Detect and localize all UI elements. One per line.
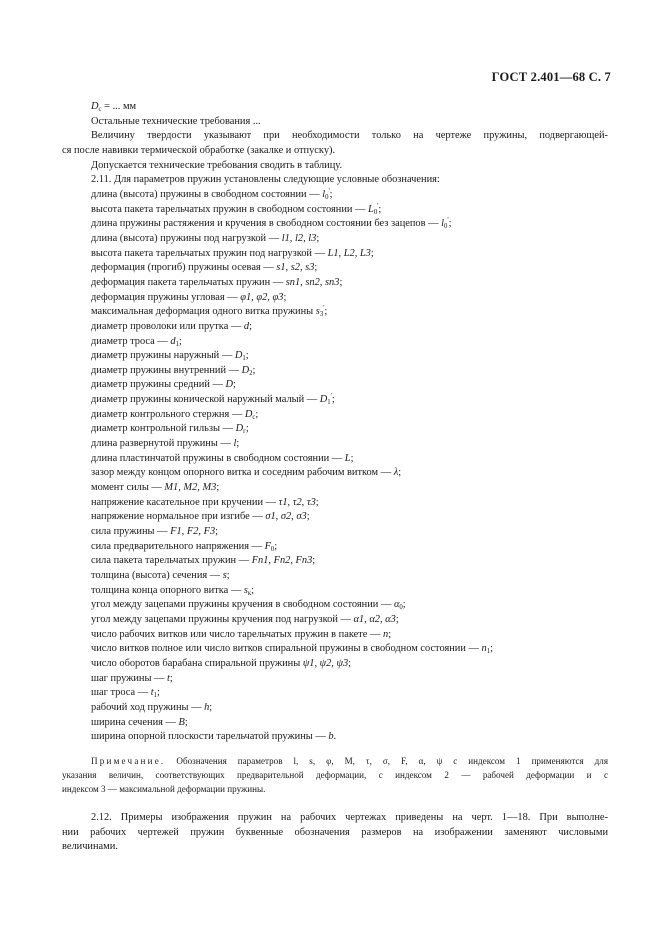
- designation-end: ;: [169, 672, 173, 684]
- designation-prime: ': [377, 202, 379, 210]
- designation-symbol: λ: [393, 467, 399, 479]
- designation-symbol: Fп1, Fп2, Fп3: [251, 555, 313, 567]
- designation-end: ;: [316, 232, 320, 244]
- designation-end: ;: [233, 379, 236, 391]
- designation-item: [62, 203, 608, 218]
- designation-symbol: b: [328, 731, 334, 743]
- designation-end: ;: [490, 643, 493, 655]
- designation-symbol: B: [178, 716, 185, 728]
- designation-text: число оборотов барабана спиральной пружины: [91, 657, 303, 669]
- designation-subscript: 1: [327, 399, 331, 407]
- designation-symbol: F1, F2, F3: [170, 526, 216, 538]
- designation-text: момент силы —: [91, 482, 165, 494]
- designation-text: шаг троса —: [91, 687, 151, 699]
- designation-symbol: s: [222, 570, 227, 581]
- designation-text: диаметр контрольной гильзы —: [91, 423, 236, 435]
- page-header: ГОСТ 2.401—68 С. 7: [491, 70, 611, 84]
- designation-end: ;: [370, 247, 374, 259]
- designation-text: толщина конца опорного витка —: [91, 584, 244, 596]
- designation-symbol: D: [235, 423, 244, 435]
- designation-text: угол между зацепами пружины кручения под нагрузкой —: [91, 613, 354, 625]
- designation-item: [62, 554, 608, 569]
- designation-symbol: d: [170, 335, 176, 347]
- designation-subscript: 1: [153, 692, 157, 700]
- designation-end: ;: [324, 306, 328, 318]
- note-line-1: [62, 754, 608, 768]
- designation-end: ;: [178, 335, 182, 347]
- designation-end: ;: [448, 218, 452, 230]
- designation-item: [62, 276, 608, 291]
- designation-item: [62, 261, 608, 276]
- designation-end: ;: [398, 467, 402, 479]
- designation-symbol: n: [481, 643, 487, 655]
- designation-end: ;: [255, 408, 259, 420]
- designation-text: рабочий ход пружины —: [91, 701, 205, 713]
- designation-end: ;: [388, 628, 392, 640]
- designation-item: [62, 716, 608, 731]
- section-2-12-line-3: величинами.: [62, 841, 118, 853]
- designation-item: [62, 540, 608, 555]
- designation-text: угол между зацепами пружины кручения в свободном состоянии —: [91, 599, 394, 611]
- designation-item: [62, 701, 608, 716]
- designation-text: диаметр троса —: [91, 335, 171, 347]
- designation-text: деформация (прогиб) пружины осевая —: [91, 262, 277, 274]
- designation-symbol: D: [244, 408, 253, 420]
- designation-end: ;: [226, 570, 230, 581]
- designation-end: ;: [348, 657, 352, 669]
- designation-text: ширина сечения —: [91, 716, 179, 728]
- note-label: Примечание.: [91, 755, 166, 766]
- designation-text: высота пакета тарельчатых пружин в свободном состоянии —: [91, 203, 369, 215]
- designation-symbol: s: [243, 584, 248, 596]
- note-line-3: индексом 3 — максимальной деформации пружины.: [62, 784, 266, 795]
- designation-text: длина (высота) пружины в свободном состоянии —: [91, 188, 323, 200]
- designation-symbol: L1, L2, L3: [327, 247, 371, 259]
- designation-symbol: s: [315, 306, 320, 318]
- designation-end: ;: [236, 438, 240, 450]
- designation-subscript: 0: [444, 223, 448, 231]
- designation-text: число витков полное или число витков спиральной пружины в свободном состоянии —: [91, 643, 482, 655]
- designation-end: ;: [315, 496, 319, 508]
- designation-subscript: г: [243, 428, 246, 436]
- designation-subscript: c: [252, 413, 256, 421]
- designation-end: ;: [402, 599, 406, 611]
- designation-end: ;: [378, 203, 382, 215]
- designation-end: .: [333, 731, 337, 743]
- designation-subscript: 0: [325, 193, 329, 201]
- designation-text: деформация пакета тарельчатых пружин —: [91, 276, 286, 288]
- designation-symbol: t: [150, 687, 154, 699]
- designation-item: [62, 657, 608, 672]
- section-2-11-intro: 2.11. Для параметров пружин установлены следующие условные обозначения:: [91, 174, 440, 186]
- dc-symbol: D: [91, 101, 99, 112]
- designation-item: [62, 730, 608, 745]
- designation-symbol: sп1, sп2, sп3: [285, 276, 340, 288]
- designation-text: сила пакета тарельчатых пружин —: [91, 555, 252, 567]
- designation-symbol: L: [344, 452, 351, 464]
- designation-prime: ': [323, 305, 325, 313]
- designation-symbol: F: [264, 540, 271, 552]
- designation-end: ;: [251, 584, 255, 596]
- designation-text: зазор между концом опорного витка и соседним рабочим витком —: [91, 467, 394, 479]
- designation-text: ширина опорной плоскости тарельчатой пружины —: [91, 731, 329, 743]
- designation-text: толщина (высота) сечения —: [91, 570, 223, 581]
- designation-item: [62, 613, 608, 628]
- designation-text: сила пружины —: [91, 526, 171, 538]
- designation-text: сила предварительного напряжения —: [91, 540, 265, 552]
- designation-symbol: l1, l2, l3: [281, 232, 317, 244]
- designation-item: [62, 466, 608, 481]
- designation-end: ;: [350, 452, 354, 464]
- designation-item: [62, 408, 608, 423]
- designation-text: диаметр пружины наружный —: [91, 350, 235, 362]
- designation-symbol: ψ1, ψ2, ψ3: [302, 657, 349, 669]
- designation-item: [62, 335, 608, 350]
- designation-item: [62, 569, 608, 584]
- designation-symbol: α1, α2, α3: [353, 613, 396, 625]
- designation-item: [62, 496, 608, 511]
- designation-item: [62, 422, 608, 437]
- designation-text: длина пружины растяжения и кручения в свободном состоянии без зацепов —: [91, 218, 442, 230]
- designation-item: [62, 672, 608, 687]
- section-2-12-line-2: нии рабочих чертежей пружин буквенные обозначения размеров на изображении заменяют числовыми: [62, 826, 608, 838]
- designation-symbol: α: [393, 599, 400, 611]
- designation-subscript: 2: [249, 369, 253, 377]
- designation-symbol: l: [233, 438, 237, 450]
- designation-item: [62, 628, 608, 643]
- designations-list: [62, 188, 608, 745]
- designation-item: [62, 525, 608, 540]
- hardness-line-1: Величину твердости указывают при необходимости только на чертеже пружины, подвергающей-: [91, 130, 608, 142]
- designation-symbol: n: [382, 628, 389, 640]
- designation-symbol: M1, M2, M3: [164, 482, 217, 494]
- dc-subscript: c: [98, 106, 102, 113]
- designation-item: [62, 598, 608, 613]
- designation-symbol: φ1, φ2, φ3: [240, 291, 284, 303]
- designation-symbol: L: [368, 203, 374, 215]
- designation-subscript: 0: [270, 545, 275, 553]
- designation-symbol: l: [441, 218, 445, 230]
- designation-prime: ': [330, 393, 332, 401]
- designation-symbol: τ1, τ2, τ3: [278, 496, 316, 508]
- designation-end: ;: [245, 350, 249, 362]
- designation-end: ;: [184, 716, 188, 728]
- designation-text: число рабочих витков или число тарельчатых пружин в пакете —: [91, 628, 383, 640]
- designation-text: диаметр пружины средний —: [91, 379, 226, 391]
- designation-symbol: σ1, σ2, σ3: [265, 511, 307, 523]
- designation-end: ;: [215, 526, 219, 538]
- designation-symbol: D: [319, 394, 328, 406]
- designation-end: ;: [283, 291, 287, 303]
- designation-symbol: D: [225, 379, 234, 391]
- note-line-2: указания величин, соответствующих предварительной деформации, с индексом 2 — рабочей деформации и с: [62, 769, 608, 780]
- designation-end: ;: [245, 423, 249, 435]
- designation-end: ;: [312, 555, 316, 567]
- designation-item: [62, 481, 608, 496]
- designation-item: [62, 642, 608, 657]
- hardness-line-2: ся после навивки термической обработке (закалке и отпуску).: [62, 144, 336, 156]
- designation-text: длина пластинчатой пружины в свободном состоянии —: [91, 452, 345, 464]
- designation-item: [62, 510, 608, 525]
- designation-text: напряжение нормальное при изгибе —: [91, 511, 266, 523]
- designation-prime: ': [328, 187, 330, 195]
- designation-subscript: 1: [242, 355, 246, 363]
- designation-end: ;: [209, 701, 213, 713]
- designation-item: [62, 188, 608, 203]
- designation-subscript: 3: [319, 311, 324, 319]
- designation-text: напряжение касательное при кручении —: [91, 496, 279, 508]
- designation-end: ;: [331, 394, 335, 406]
- note-text-1: Обозначения параметров l, s, φ, M, τ, σ, F, α, ψ с индексом 1 применяются для: [165, 755, 608, 766]
- designation-end: ;: [339, 276, 343, 288]
- designation-text: диаметр контрольного стержня —: [91, 408, 245, 420]
- designation-symbol: t: [167, 672, 170, 684]
- other-requirements: Остальные технические требования ...: [91, 115, 261, 127]
- designation-symbol: h: [204, 701, 210, 713]
- designation-end: ;: [395, 613, 399, 625]
- designation-end: ;: [249, 320, 252, 332]
- designation-end: ;: [314, 262, 318, 274]
- designation-item: [62, 378, 608, 393]
- designation-item: [62, 686, 608, 701]
- designation-item: [62, 232, 608, 247]
- designation-end: ;: [306, 511, 310, 523]
- designation-text: высота пакета тарельчатых пружин под нагрузкой —: [91, 247, 328, 259]
- designation-end: ;: [157, 687, 160, 699]
- designation-text: диаметр пружины конической наружный малый —: [91, 394, 320, 406]
- dc-line: [62, 100, 608, 115]
- designation-text: максимальная деформация одного витка пружины: [91, 306, 316, 318]
- designation-end: ;: [274, 540, 278, 552]
- designation-item: [62, 247, 608, 262]
- designation-text: диаметр пружины внутренний —: [91, 364, 242, 376]
- designation-symbol: l: [322, 188, 326, 200]
- designation-item: [62, 437, 608, 452]
- designation-item: [62, 305, 608, 320]
- section-2-12-line-1: 2.12. Примеры изображения пружин на рабочих чертежах приведены на черт. 1—18. При выполне-: [91, 812, 608, 824]
- designation-item: [62, 291, 608, 306]
- designation-subscript: 0: [399, 604, 403, 612]
- designation-end: ;: [216, 482, 220, 494]
- designation-end: ;: [329, 188, 333, 200]
- designation-symbol: d: [243, 320, 250, 332]
- designation-text: длина (высота) пружины под нагрузкой —: [91, 232, 282, 244]
- designation-item: [62, 349, 608, 364]
- designation-prime: ': [447, 217, 449, 225]
- designation-item: [62, 364, 608, 379]
- dc-rest: = ... мм: [101, 101, 137, 112]
- designation-item: [62, 217, 608, 232]
- designation-symbol: D: [241, 364, 250, 376]
- page-body: [62, 100, 608, 855]
- designation-subscript: 1: [175, 340, 179, 348]
- designation-item: [62, 393, 608, 408]
- designation-text: диаметр проволоки или прутка —: [91, 320, 244, 332]
- designation-item: [62, 452, 608, 467]
- designation-subscript: 1: [486, 648, 491, 656]
- designation-text: шаг пружины —: [91, 672, 168, 684]
- designation-subscript: 0: [373, 208, 378, 216]
- designation-symbol: s1, s2, s3: [276, 262, 315, 274]
- designation-end: ;: [252, 364, 256, 376]
- designation-item: [62, 320, 608, 335]
- table-note: Допускается технические требования сводить в таблицу.: [91, 159, 343, 171]
- designation-symbol: D: [234, 350, 243, 362]
- designation-item: [62, 584, 608, 599]
- designation-text: длина развернутой пружины —: [91, 438, 234, 450]
- designation-text: деформация пружины угловая —: [91, 291, 241, 303]
- designation-subscript: к: [247, 589, 252, 597]
